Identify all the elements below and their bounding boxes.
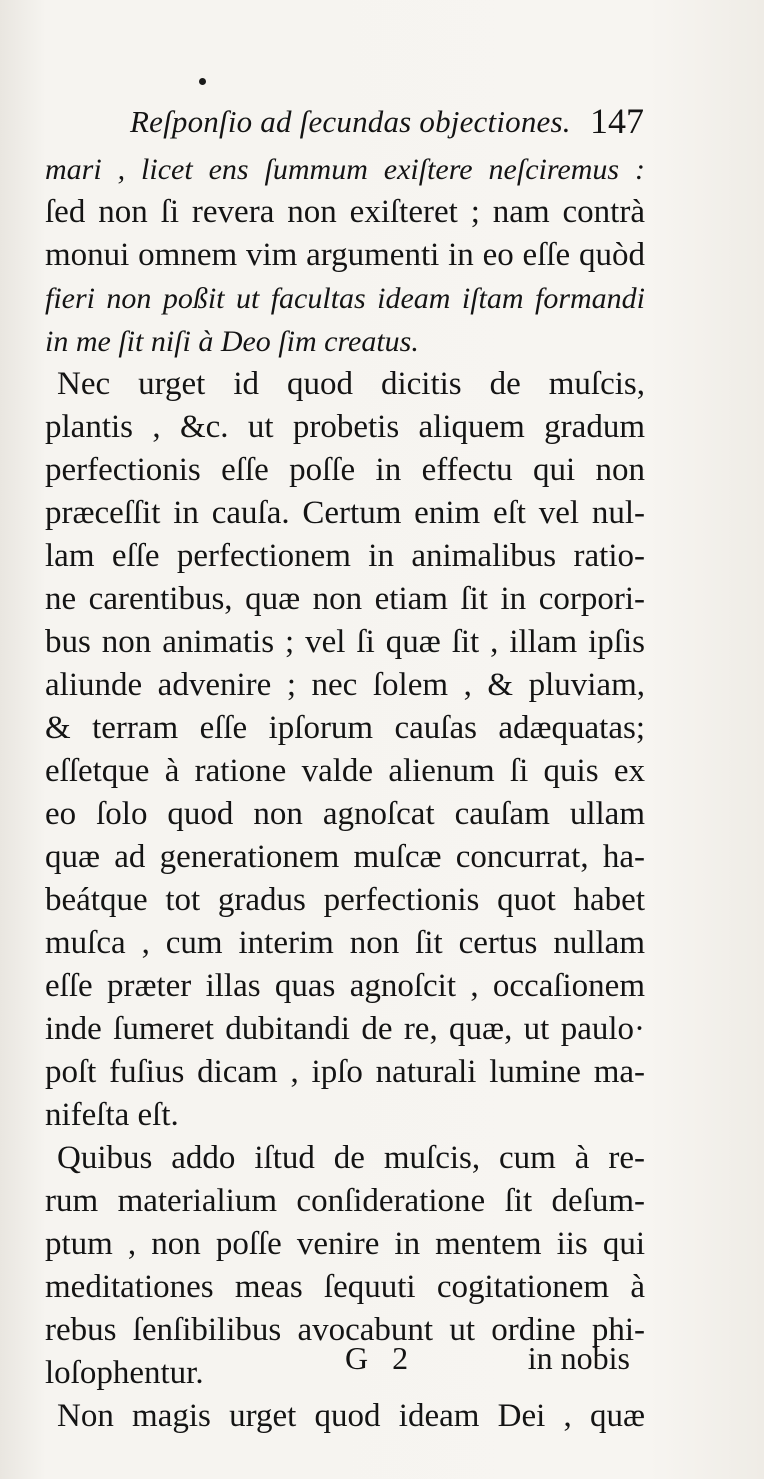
page-footer bbox=[45, 1340, 630, 1380]
text-line: nifeſta eſt. bbox=[45, 1097, 179, 1133]
text-line: perfectionis eſſe poſſe in effectu qui non bbox=[45, 452, 645, 488]
text-line: lam eſſe perfectionem in animalibus ratio- bbox=[45, 538, 645, 574]
text-line: Quibus addo iſtud de muſcis, cum à re- bbox=[57, 1140, 645, 1176]
text-line: muſca , cum interim non ſit certus nullam bbox=[45, 925, 645, 961]
text-line: præceſſit in cauſa. Certum enim eſt vel nul- bbox=[45, 495, 645, 531]
text-line: fieri non poßit ut facultas ideam iſtam formandi bbox=[45, 282, 645, 315]
text-line: rum materialium conſideratione ſit deſum- bbox=[45, 1183, 645, 1219]
text-line: mari , licet ens ſummum exiſtere neſciremus : bbox=[45, 153, 645, 186]
text-line: Nec urget id quod dicitis de muſcis, bbox=[57, 366, 645, 402]
ink-speck bbox=[199, 78, 206, 85]
text-line: & terram eſſe ipſorum cauſas adæquatas; bbox=[45, 710, 645, 746]
text-line: rebus ſenſibilibus avocabunt ut ordine phi- bbox=[45, 1312, 645, 1348]
running-head-title: Reſponſio ad ſecundas objectiones. bbox=[130, 104, 571, 139]
text-line: plantis , &c. ut probetis aliquem gradum bbox=[45, 409, 645, 445]
text-line: eo ſolo quod non agnoſcat cauſam ullam bbox=[45, 796, 645, 832]
page-number: 147 bbox=[590, 101, 644, 141]
body-text bbox=[45, 148, 645, 1438]
text-line: poſt fuſius dicam , ipſo naturali lumine ma- bbox=[45, 1054, 645, 1090]
text-line: monui omnem vim argumenti in eo eſſe quòd bbox=[45, 237, 645, 273]
text-line: ne carentibus, quæ non etiam ſit in corpori- bbox=[45, 581, 645, 617]
text-line: ptum , non poſſe venire in mentem iis qui bbox=[45, 1226, 645, 1262]
catchword: in nobis bbox=[527, 1340, 630, 1376]
text-line: eſſetque à ratione valde alienum ſi quis ex bbox=[45, 753, 645, 789]
text-line: quæ ad generationem muſcæ concurrat, ha- bbox=[45, 839, 645, 875]
text-line: meditationes meas ſequuti cogitationem à bbox=[45, 1269, 645, 1305]
text-line: beátque tot gradus perfectionis quot habet bbox=[45, 882, 645, 918]
text-line: inde ſumeret dubitandi de re, quæ, ut paulo· bbox=[45, 1011, 645, 1047]
running-head bbox=[130, 100, 650, 148]
text-line: bus non animatis ; vel ſi quæ ſit , illam ipſis bbox=[45, 624, 645, 660]
text-line: Non magis urget quod ideam Dei , quæ bbox=[57, 1398, 645, 1434]
text-line: aliunde advenire ; nec ſolem , & pluviam, bbox=[45, 667, 645, 703]
text-line: loſophentur. bbox=[45, 1355, 204, 1391]
text-line: in me ſit niſi à Deo ſim creatus. bbox=[45, 325, 419, 358]
text-line: ſed non ſi revera non exiſteret ; nam contrà bbox=[45, 194, 645, 230]
text-line: eſſe præter illas quas agnoſcit , occaſionem bbox=[45, 968, 645, 1004]
signature-mark: G 2 bbox=[345, 1340, 417, 1376]
